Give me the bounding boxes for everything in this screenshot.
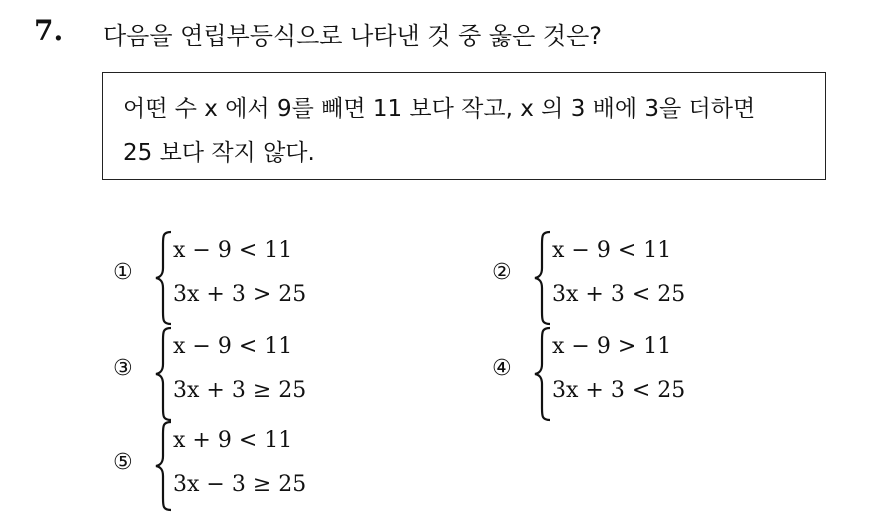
option-1[interactable] [113,230,373,326]
left-brace-icon [153,230,173,326]
option-inequality-1: x − 9 > 11 [552,334,672,359]
condition-text [123,87,813,175]
option-inequality-2: 3x + 3 ≥ 25 [173,378,307,403]
option-marker: ⑤ [113,450,133,475]
option-inequality-1: x − 9 < 11 [552,238,672,263]
option-5[interactable] [113,420,373,516]
option-3[interactable] [113,326,373,422]
option-marker: ① [113,260,133,285]
option-inequality-1: x − 9 < 11 [173,334,293,359]
left-brace-icon [532,230,552,326]
option-inequality-1: x + 9 < 11 [173,428,293,453]
option-2[interactable] [492,230,752,326]
condition-line-1: 어떤 수 x 에서 9를 빼면 11 보다 작고, x 의 3 배에 3을 더하면 [123,96,756,122]
option-4[interactable] [492,326,752,422]
condition-box [102,72,826,180]
option-marker: ② [492,260,512,285]
option-marker: ③ [113,356,133,381]
option-marker: ④ [492,356,512,381]
option-inequality-2: 3x + 3 < 25 [552,378,686,403]
question-stem: 다음을 연립부등식으로 나타낸 것 중 옳은 것은? [103,22,603,50]
option-inequality-2: 3x + 3 < 25 [552,282,686,307]
option-inequality-2: 3x + 3 > 25 [173,282,307,307]
option-inequality-1: x − 9 < 11 [173,238,293,263]
left-brace-icon [153,326,173,422]
left-brace-icon [153,420,173,512]
option-inequality-2: 3x − 3 ≥ 25 [173,472,307,497]
left-brace-icon [532,326,552,422]
condition-line-2: 25 보다 작지 않다. [123,140,315,166]
question-number: 7. [34,14,64,47]
